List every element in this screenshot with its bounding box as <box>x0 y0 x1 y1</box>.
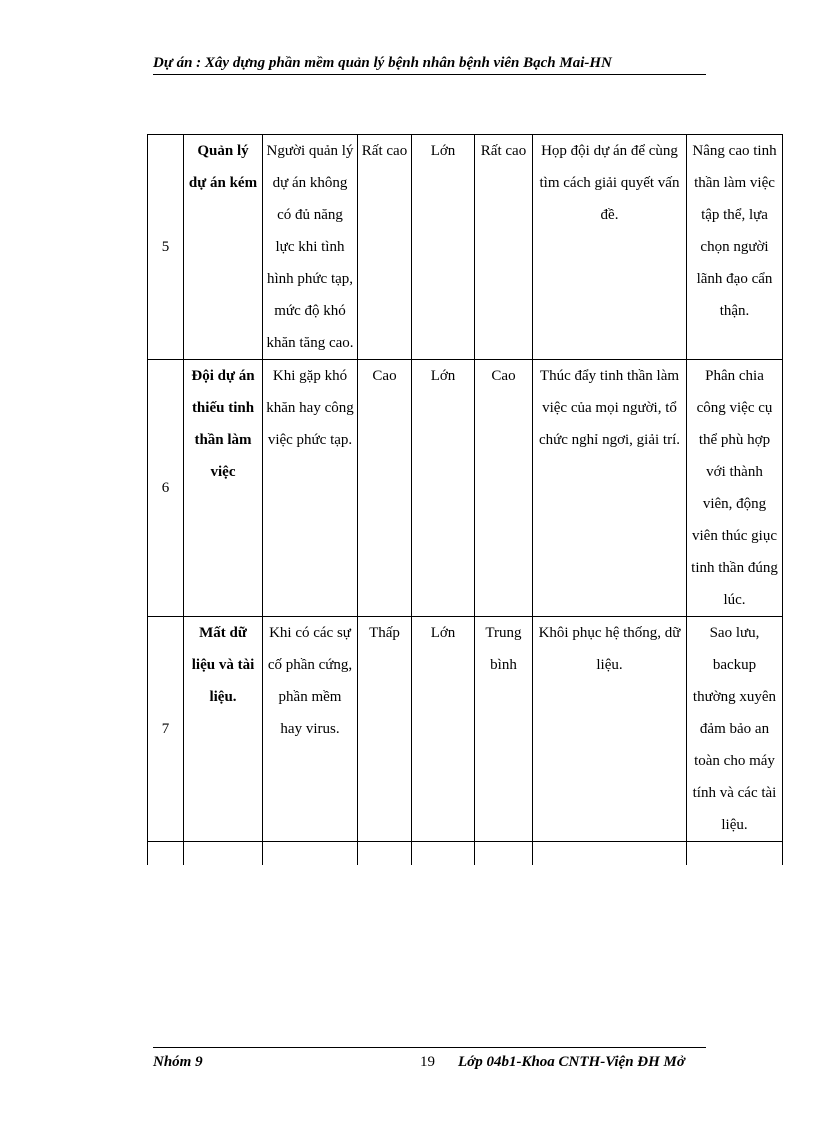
row-number: 6 <box>148 360 184 617</box>
empty-cell <box>184 842 263 866</box>
risk-description: Khi gặp khó khăn hay công việc phức tạp. <box>263 360 358 617</box>
table-row-empty <box>148 842 783 866</box>
risk-impact: Lớn <box>412 360 475 617</box>
risk-name: Đội dự án thiếu tinh thần làm việc <box>184 360 263 617</box>
table-row <box>148 360 783 617</box>
empty-cell <box>475 842 533 866</box>
risk-probability: Cao <box>358 360 412 617</box>
risk-impact: Lớn <box>412 617 475 842</box>
page-number: 19 <box>420 1054 435 1070</box>
risk-prevention: Sao lưu, backup thường xuyên đảm bảo an toàn cho máy tính và các tài liệu. <box>687 617 783 842</box>
risk-prevention: Nâng cao tinh thần làm việc tập thể, lựa chọn người lãnh đạo cẩn thận. <box>687 135 783 360</box>
risk-table <box>147 134 783 865</box>
footer-divider <box>153 1047 706 1048</box>
empty-cell <box>148 842 184 866</box>
risk-level: Rất cao <box>475 135 533 360</box>
risk-prevention: Phân chia công việc cụ thể phù hợp với thành viên, động viên thúc giục tinh thần đúng lúc. <box>687 360 783 617</box>
empty-cell <box>533 842 687 866</box>
risk-impact: Lớn <box>412 135 475 360</box>
risk-description: Người quản lý dự án không có đủ năng lực khi tình hình phức tạp, mức độ khó khăn tăng cao. <box>263 135 358 360</box>
empty-cell <box>412 842 475 866</box>
risk-level: Cao <box>475 360 533 617</box>
risk-probability: Rất cao <box>358 135 412 360</box>
risk-solution: Thúc đẩy tinh thần làm việc của mọi người, tổ chức nghỉ ngơi, giải trí. <box>533 360 687 617</box>
risk-probability: Thấp <box>358 617 412 842</box>
row-number: 5 <box>148 135 184 360</box>
row-number: 7 <box>148 617 184 842</box>
risk-level: Trung bình <box>475 617 533 842</box>
risk-description: Khi có các sự cố phần cứng, phần mềm hay virus. <box>263 617 358 842</box>
risk-solution: Khôi phục hệ thống, dữ liệu. <box>533 617 687 842</box>
table-row <box>148 135 783 360</box>
empty-cell <box>687 842 783 866</box>
risk-name: Quản lý dự án kém <box>184 135 263 360</box>
footer-group: Nhóm 9 <box>153 1054 203 1070</box>
empty-cell <box>263 842 358 866</box>
footer-class: Lớp 04b1-Khoa CNTH-Viện ĐH Mở <box>458 1054 685 1070</box>
risk-solution: Họp đội dự án để cùng tìm cách giải quyết vấn đề. <box>533 135 687 360</box>
table-row <box>148 617 783 842</box>
page-header: Dự án : Xây dựng phần mềm quản lý bệnh nhân bệnh viên Bạch Mai-HN <box>153 52 706 75</box>
empty-cell <box>358 842 412 866</box>
risk-name: Mất dữ liệu và tài liệu. <box>184 617 263 842</box>
